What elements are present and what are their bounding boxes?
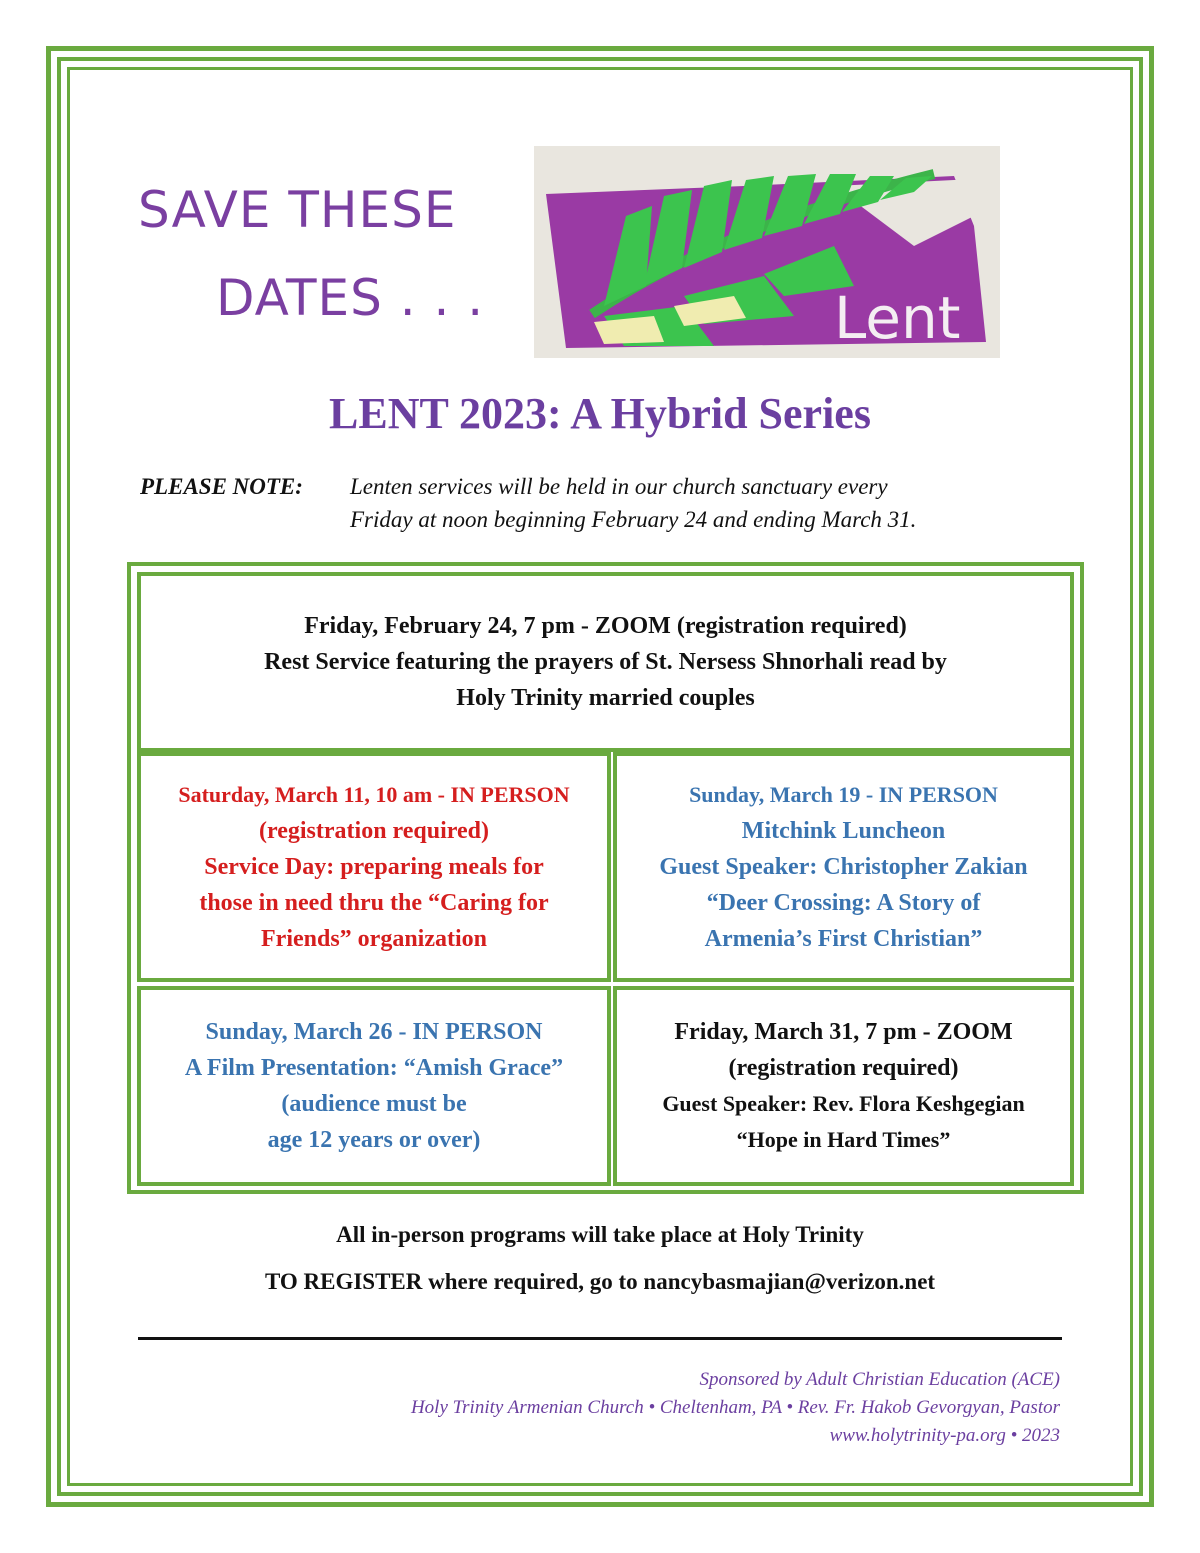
event-feb24-line1: Friday, February 24, 7 pm - ZOOM (registration required) — [304, 613, 907, 639]
event-mar19-line1: Sunday, March 19 - IN PERSON — [689, 782, 998, 807]
event-mar26-line2: A Film Presentation: “Amish Grace” — [184, 1055, 564, 1081]
location-note: All in-person programs will take place at Holy Trinity — [336, 1222, 864, 1247]
register-note: TO REGISTER where required, go to nancybasmajian@verizon.net — [264, 1269, 936, 1294]
event-mar19-line2: Mitchink Luncheon — [741, 818, 946, 844]
event-mar11-line2: (registration required) — [259, 818, 489, 844]
event-mar11 — [137, 752, 611, 982]
event-mar19-line5: Armenia’s First Christian” — [704, 926, 983, 952]
event-mar19-line3: Guest Speaker: Christopher Zakian — [659, 854, 1028, 880]
event-mar31-line2: (registration required) — [728, 1055, 959, 1081]
page-title: LENT 2023: A Hybrid Series — [329, 389, 871, 438]
logo-text: Lent — [834, 284, 961, 352]
sponsor-line-2: Holy Trinity Armenian Church • Cheltenham, PA • Rev. Fr. Hakob Gevorgyan, Pastor — [410, 1397, 1060, 1418]
event-mar26-line4: age 12 years or over) — [267, 1127, 481, 1153]
save-line-2: DATES . . . — [216, 269, 485, 327]
save-these-dates-heading — [138, 166, 498, 342]
sponsor-line-3: www.holytrinity-pa.org • 2023 — [829, 1425, 1060, 1446]
event-mar26-line1: Sunday, March 26 - IN PERSON — [205, 1019, 543, 1045]
event-mar11-line4: those in need thru the “Caring for — [199, 890, 549, 916]
event-mar19 — [613, 752, 1074, 982]
sponsor-line-1: Sponsored by Adult Christian Education (ACE) — [699, 1369, 1060, 1390]
events-table — [127, 562, 1084, 1194]
event-mar31-line1: Friday, March 31, 7 pm - ZOOM — [674, 1019, 1013, 1045]
divider — [138, 1337, 1062, 1340]
note-line-1: Lenten services will be held in our church sanctuary every — [350, 474, 888, 499]
event-mar31-line4: “Hope in Hard Times” — [736, 1127, 951, 1152]
event-feb24 — [137, 572, 1074, 752]
event-mar31 — [613, 986, 1074, 1186]
event-mar26 — [137, 986, 611, 1186]
event-mar31-line3: Guest Speaker: Rev. Flora Keshgegian — [662, 1091, 1025, 1116]
note-line-2: Friday at noon beginning February 24 and ending March 31. — [350, 507, 917, 532]
event-mar19-line4: “Deer Crossing: A Story of — [706, 890, 981, 916]
event-mar26-line3: (audience must be — [281, 1091, 467, 1117]
event-feb24-line2: Rest Service featuring the prayers of St. Nersess Shnorhali read by — [264, 649, 947, 675]
sponsor-block — [411, 1366, 1060, 1450]
event-mar11-line1: Saturday, March 11, 10 am - IN PERSON — [178, 782, 570, 807]
lent-palm-logo — [534, 146, 1000, 358]
note-label: PLEASE NOTE: — [140, 474, 303, 499]
note-text — [350, 470, 1070, 536]
save-line-1: SAVE THESE — [138, 181, 457, 239]
event-mar11-line5: Friends” organization — [261, 926, 487, 952]
event-mar11-line3: Service Day: preparing meals for — [204, 854, 544, 880]
event-feb24-line3: Holy Trinity married couples — [456, 685, 755, 711]
